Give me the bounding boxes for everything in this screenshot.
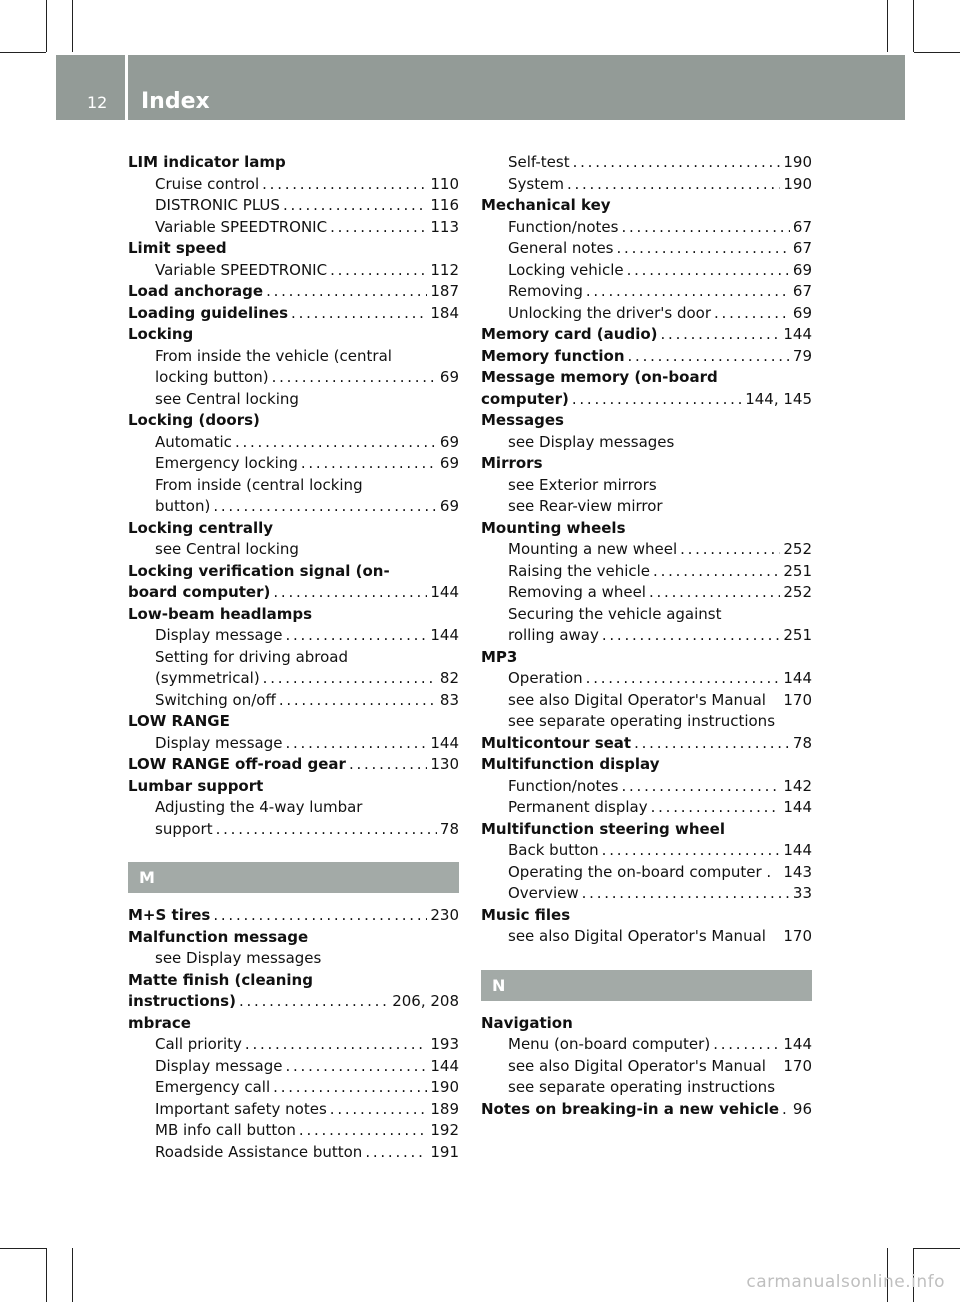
index-subentry [481, 582, 812, 604]
entry-text: Locking (doors) [128, 411, 260, 429]
entry-text: Removing [508, 282, 583, 300]
dot-leader [285, 625, 427, 647]
dot-leader [213, 905, 427, 927]
entry-text: rolling away [508, 626, 599, 644]
page-reference: 191 [430, 1142, 459, 1161]
page-reference: 69 [439, 368, 459, 386]
entry-text: Overview [508, 884, 579, 902]
entry-text: locking button) [155, 368, 269, 386]
page-reference: 78 [439, 819, 459, 838]
dot-leader [661, 324, 781, 346]
entry-text: Menu (on-board computer) [508, 1035, 711, 1053]
dot-leader [627, 260, 790, 282]
index-subentry [481, 604, 812, 626]
index-entry [481, 905, 812, 927]
index-entry [481, 1099, 812, 1121]
entry-text: LIM indicator lamp [128, 153, 286, 171]
entry-text: Cruise control [155, 174, 260, 193]
entry-text: Operation [508, 669, 583, 687]
crop-mark [0, 52, 46, 53]
index-subentry [128, 260, 459, 282]
entry-text: Memory card (audio) [481, 325, 658, 343]
index-subentry [481, 561, 812, 583]
entry-text: Locking [128, 325, 194, 343]
entry-text: Malfunction message [128, 927, 309, 946]
index-subentry [481, 797, 812, 819]
entry-text: computer) [481, 389, 569, 408]
index-subentry [481, 303, 812, 325]
entry-text: Low-beam headlamps [128, 604, 313, 623]
page-reference: 67 [792, 239, 812, 257]
page-reference: 69 [439, 432, 459, 451]
entry-text: Loading guidelines [128, 303, 289, 322]
index-entry [481, 733, 812, 755]
entry-text: see separate operating instructions [508, 712, 776, 730]
entry-text: DISTRONIC PLUS [155, 196, 280, 214]
page-reference: 251 [783, 626, 812, 644]
index-letter-heading: M [128, 862, 459, 893]
entry-text: Self-test [508, 153, 570, 171]
dot-leader [299, 1120, 427, 1142]
index-subentry [128, 948, 459, 970]
index-subentry [481, 217, 812, 239]
index-subentry [128, 1056, 459, 1078]
crop-mark [46, 0, 47, 52]
index-subentry [128, 1034, 459, 1056]
index-subentry [481, 174, 812, 196]
index-subentry [128, 1142, 459, 1164]
index-subentry [128, 647, 459, 669]
entry-text: Mechanical key [481, 196, 611, 214]
entry-text: Memory function [481, 346, 625, 365]
page-reference: 113 [430, 217, 459, 236]
index-entry [481, 410, 812, 432]
index-entry [481, 324, 812, 346]
entry-text: Roadside Assistance button [155, 1142, 363, 1161]
index-entry [481, 195, 812, 217]
page-reference: 144 [430, 733, 459, 752]
entry-text: Locking vehicle [508, 260, 624, 279]
page-reference: 144 [783, 1035, 812, 1053]
page-reference: 69 [792, 303, 812, 322]
entry-text: Multicontour seat [481, 733, 632, 752]
dot-leader [602, 840, 781, 862]
entry-text: Adjusting the 4-way lumbar [155, 798, 363, 816]
page-reference: 170 [783, 1056, 812, 1075]
index-entry [128, 604, 459, 626]
entry-text: MP3 [481, 647, 518, 666]
index-subentry [481, 1077, 812, 1099]
entry-text: Emergency locking [155, 454, 298, 472]
entry-text: Multifunction steering wheel [481, 819, 725, 838]
index-entry [128, 561, 459, 583]
dot-leader [617, 238, 790, 260]
index-subentry [481, 776, 812, 798]
page-reference: 116 [430, 196, 459, 214]
entry-text: board computer) [128, 583, 271, 601]
crop-mark [914, 1248, 960, 1249]
page-reference: 251 [783, 561, 812, 580]
page-reference: 190 [783, 153, 812, 171]
dot-leader [216, 819, 437, 841]
entry-text: Load anchorage [128, 282, 264, 300]
entry-text: Locking centrally [128, 518, 274, 537]
page-reference: 187 [430, 282, 459, 300]
index-entry [128, 711, 459, 733]
dot-leader [349, 754, 427, 776]
index-entry [128, 754, 459, 776]
entry-text: support [155, 819, 213, 838]
entry-text: Lumbar support [128, 776, 264, 795]
dot-leader [273, 1077, 427, 1099]
dot-leader [782, 1099, 790, 1121]
index-entry [481, 518, 812, 540]
crop-mark [72, 1248, 73, 1302]
entry-text: (symmetrical) [155, 669, 260, 687]
index-subentry [481, 1056, 812, 1078]
index-entry [481, 346, 812, 368]
entry-text: Variable SPEEDTRONIC [155, 217, 328, 236]
page-reference: 192 [430, 1121, 459, 1139]
page-reference: 67 [792, 282, 812, 300]
page-reference: 252 [783, 583, 812, 601]
index-subentry [481, 711, 812, 733]
entry-text: Matte finish (cleaning [128, 970, 313, 989]
crop-mark [913, 0, 914, 52]
index-entry [128, 1013, 459, 1035]
index-subentry [481, 496, 812, 518]
index-entry [481, 819, 812, 841]
index-subentry [481, 260, 812, 282]
index-entry [481, 367, 812, 389]
entry-text: LOW RANGE [128, 712, 230, 730]
page-reference: 78 [792, 733, 812, 752]
entry-text: Permanent display [508, 798, 648, 816]
entry-text: Music files [481, 905, 571, 924]
entry-text: Important safety notes [155, 1099, 327, 1118]
index-entry [128, 410, 459, 432]
entry-text: Display message [155, 1056, 283, 1075]
index-subentry [128, 1077, 459, 1099]
page-reference: 170 [783, 690, 812, 709]
index-subentry [128, 217, 459, 239]
page-reference: 83 [439, 690, 459, 709]
index-subentry [481, 1034, 812, 1056]
index-subentry [481, 152, 812, 174]
dot-leader [330, 260, 427, 282]
entry-text: Navigation [481, 1013, 573, 1032]
index-entry [128, 152, 459, 174]
index-entry [128, 776, 459, 798]
index-subentry [128, 797, 459, 819]
dot-leader [634, 733, 790, 755]
entry-text: Display message [155, 626, 283, 644]
dot-leader [567, 174, 780, 196]
entry-text: instructions) [128, 992, 236, 1010]
entry-text: Display message [155, 733, 283, 752]
header-divider [125, 55, 128, 120]
index-entry [128, 991, 459, 1013]
page-reference: 82 [439, 669, 459, 687]
dot-leader [272, 367, 437, 389]
dot-leader [651, 797, 781, 819]
index-subentry [481, 281, 812, 303]
entry-text: see separate operating instructions [508, 1078, 776, 1096]
index-subentry [481, 625, 812, 647]
dot-leader [365, 1142, 427, 1164]
entry-text: From inside the vehicle (central [155, 346, 392, 365]
index-subentry [481, 690, 812, 712]
entry-text: Back button [508, 841, 599, 859]
page-reference: 144 [783, 325, 812, 343]
entry-text: From inside (central locking [155, 475, 363, 494]
entry-text: Operating the on-board computer . [508, 862, 772, 881]
entry-text: LOW RANGE off-road gear [128, 755, 346, 773]
entry-text: Automatic [155, 432, 232, 451]
page-reference: 144 [783, 798, 812, 816]
index-entry [128, 970, 459, 992]
index-entry [128, 582, 459, 604]
dot-leader [628, 346, 790, 368]
page-reference: 67 [792, 217, 812, 236]
index-subentry [481, 238, 812, 260]
entry-text: Setting for driving abroad [155, 647, 349, 666]
dot-leader [602, 625, 781, 647]
watermark: carmanualsonline.info [746, 1272, 945, 1292]
index-subentry [481, 432, 812, 454]
index-entry [128, 281, 459, 303]
dot-leader [285, 733, 427, 755]
index-letter-heading: N [481, 970, 812, 1001]
dot-leader [285, 1056, 427, 1078]
page-reference: 69 [439, 454, 459, 472]
entry-text: Removing a wheel [508, 583, 646, 601]
dot-leader [573, 152, 781, 174]
dot-leader [263, 668, 437, 690]
index-entry [128, 905, 459, 927]
entry-text: see Central locking [155, 389, 299, 408]
index-subentry [128, 496, 459, 518]
entry-text: Variable SPEEDTRONIC [155, 260, 328, 279]
index-entry [128, 927, 459, 949]
dot-leader [572, 389, 742, 411]
index-subentry [128, 1120, 459, 1142]
page-reference: 144 [783, 841, 812, 859]
page-reference: 130 [430, 755, 459, 773]
index-entry [128, 303, 459, 325]
index-entry [128, 518, 459, 540]
dot-leader [235, 432, 437, 454]
dot-leader [213, 496, 437, 518]
dot-leader [621, 776, 780, 798]
page-reference: 144 [783, 669, 812, 687]
page-reference: 144 [430, 583, 459, 601]
page-reference: 252 [783, 540, 812, 558]
page-reference: 206, 208 [392, 992, 459, 1010]
entry-text: MB info call button [155, 1121, 296, 1139]
dot-leader [301, 453, 437, 475]
dot-leader [330, 217, 427, 239]
crop-mark [914, 52, 960, 53]
dot-leader [680, 539, 780, 561]
entry-text: M+S tires [128, 906, 211, 924]
page-reference: 184 [430, 303, 459, 322]
page-reference: 69 [439, 497, 459, 515]
dot-leader [586, 668, 781, 690]
index-subentry [128, 733, 459, 755]
index-column-right [481, 152, 812, 1120]
entry-text: Message memory (on-board [481, 368, 718, 386]
index-entry [481, 1013, 812, 1035]
index-entry [128, 324, 459, 346]
entry-text: General notes [508, 239, 614, 257]
index-subentry [128, 539, 459, 561]
entry-text: Securing the vehicle against [508, 604, 722, 623]
page-reference: 112 [430, 260, 459, 279]
entry-text: Call priority [155, 1035, 242, 1053]
dot-leader [279, 690, 437, 712]
entry-text: see also Digital Operator's Manual [508, 690, 766, 709]
page-reference: 96 [792, 1099, 812, 1118]
index-column-left [128, 152, 459, 1163]
entry-text: Unlocking the driver's door [508, 303, 711, 322]
entry-text: button) [155, 497, 211, 515]
crop-mark [887, 0, 888, 52]
entry-text: Function/notes [508, 217, 619, 236]
index-subentry [128, 174, 459, 196]
index-entry [481, 647, 812, 669]
entry-text: see Rear-view mirror [508, 497, 663, 515]
entry-text: Raising the vehicle [508, 561, 651, 580]
entry-text: Multifunction display [481, 755, 660, 773]
dot-leader [621, 217, 789, 239]
page-reference: 144 [430, 626, 459, 644]
index-subentry [481, 883, 812, 905]
index-subentry [128, 389, 459, 411]
dot-leader [330, 1099, 428, 1121]
index-subentry [128, 195, 459, 217]
index-entry [481, 389, 812, 411]
page-reference: 190 [783, 174, 812, 193]
index-entry [128, 238, 459, 260]
index-subentry [128, 819, 459, 841]
entry-text: Mounting a new wheel [508, 540, 678, 558]
dot-leader [582, 883, 790, 905]
index-subentry [481, 668, 812, 690]
dot-leader [291, 303, 427, 325]
crop-mark [72, 0, 73, 52]
index-subentry [128, 668, 459, 690]
entry-text: see also Digital Operator's Manual [508, 927, 766, 945]
index-subentry [128, 625, 459, 647]
page-reference: 110 [430, 174, 459, 193]
entry-text: Mirrors [481, 454, 543, 472]
entry-text: Limit speed [128, 239, 227, 257]
page-reference: 142 [783, 776, 812, 795]
entry-text: see also Digital Operator's Manual [508, 1056, 766, 1075]
dot-leader [239, 991, 389, 1013]
page-reference: 170 [783, 927, 812, 945]
entry-text: see Central locking [155, 540, 299, 558]
dot-leader [273, 582, 427, 604]
entry-text: Mounting wheels [481, 518, 626, 537]
index-subentry [481, 475, 812, 497]
entry-text: System [508, 174, 564, 193]
index-subentry [481, 539, 812, 561]
dot-leader [266, 281, 427, 303]
entry-text: see Display messages [155, 949, 322, 967]
page-reference: 190 [430, 1078, 459, 1096]
index-subentry [128, 346, 459, 368]
page-reference: 33 [792, 884, 812, 902]
index-subentry [481, 926, 812, 948]
page-reference: 69 [792, 260, 812, 279]
dot-leader [713, 1034, 780, 1056]
entry-text: see Exterior mirrors [508, 475, 657, 494]
page-reference: 189 [430, 1099, 459, 1118]
index-subentry [128, 1099, 459, 1121]
dot-leader [245, 1034, 427, 1056]
section-title: Index [141, 89, 210, 114]
index-subentry [128, 690, 459, 712]
page-number: 12 [87, 93, 108, 112]
crop-mark [46, 1248, 47, 1302]
page-reference: 144 [430, 1056, 459, 1075]
entry-text: Emergency call [155, 1078, 271, 1096]
page-reference: 143 [783, 862, 812, 881]
index-subentry [481, 840, 812, 862]
page-reference: 193 [430, 1035, 459, 1053]
entry-text: mbrace [128, 1013, 191, 1032]
index-subentry [128, 367, 459, 389]
entry-text: see Display messages [508, 432, 675, 451]
entry-text: Messages [481, 411, 564, 429]
page-reference: 79 [792, 346, 812, 365]
dot-leader [653, 561, 780, 583]
index-subentry [128, 475, 459, 497]
dot-leader [283, 195, 427, 217]
index-subentry [128, 453, 459, 475]
dot-leader [262, 174, 427, 196]
entry-text: Notes on breaking-in a new vehicle [481, 1099, 780, 1118]
index-subentry [481, 862, 812, 884]
index-entry [481, 754, 812, 776]
index-entry [481, 453, 812, 475]
dot-leader [649, 582, 780, 604]
dot-leader [714, 303, 790, 325]
entry-text: Locking verification signal (on- [128, 561, 390, 580]
index-subentry [128, 432, 459, 454]
page-reference: 144, 145 [745, 389, 812, 408]
entry-text: Switching on/off [155, 690, 276, 709]
dot-leader [586, 281, 790, 303]
page-reference: 230 [430, 906, 459, 924]
crop-mark [0, 1248, 46, 1249]
entry-text: Function/notes [508, 776, 619, 795]
